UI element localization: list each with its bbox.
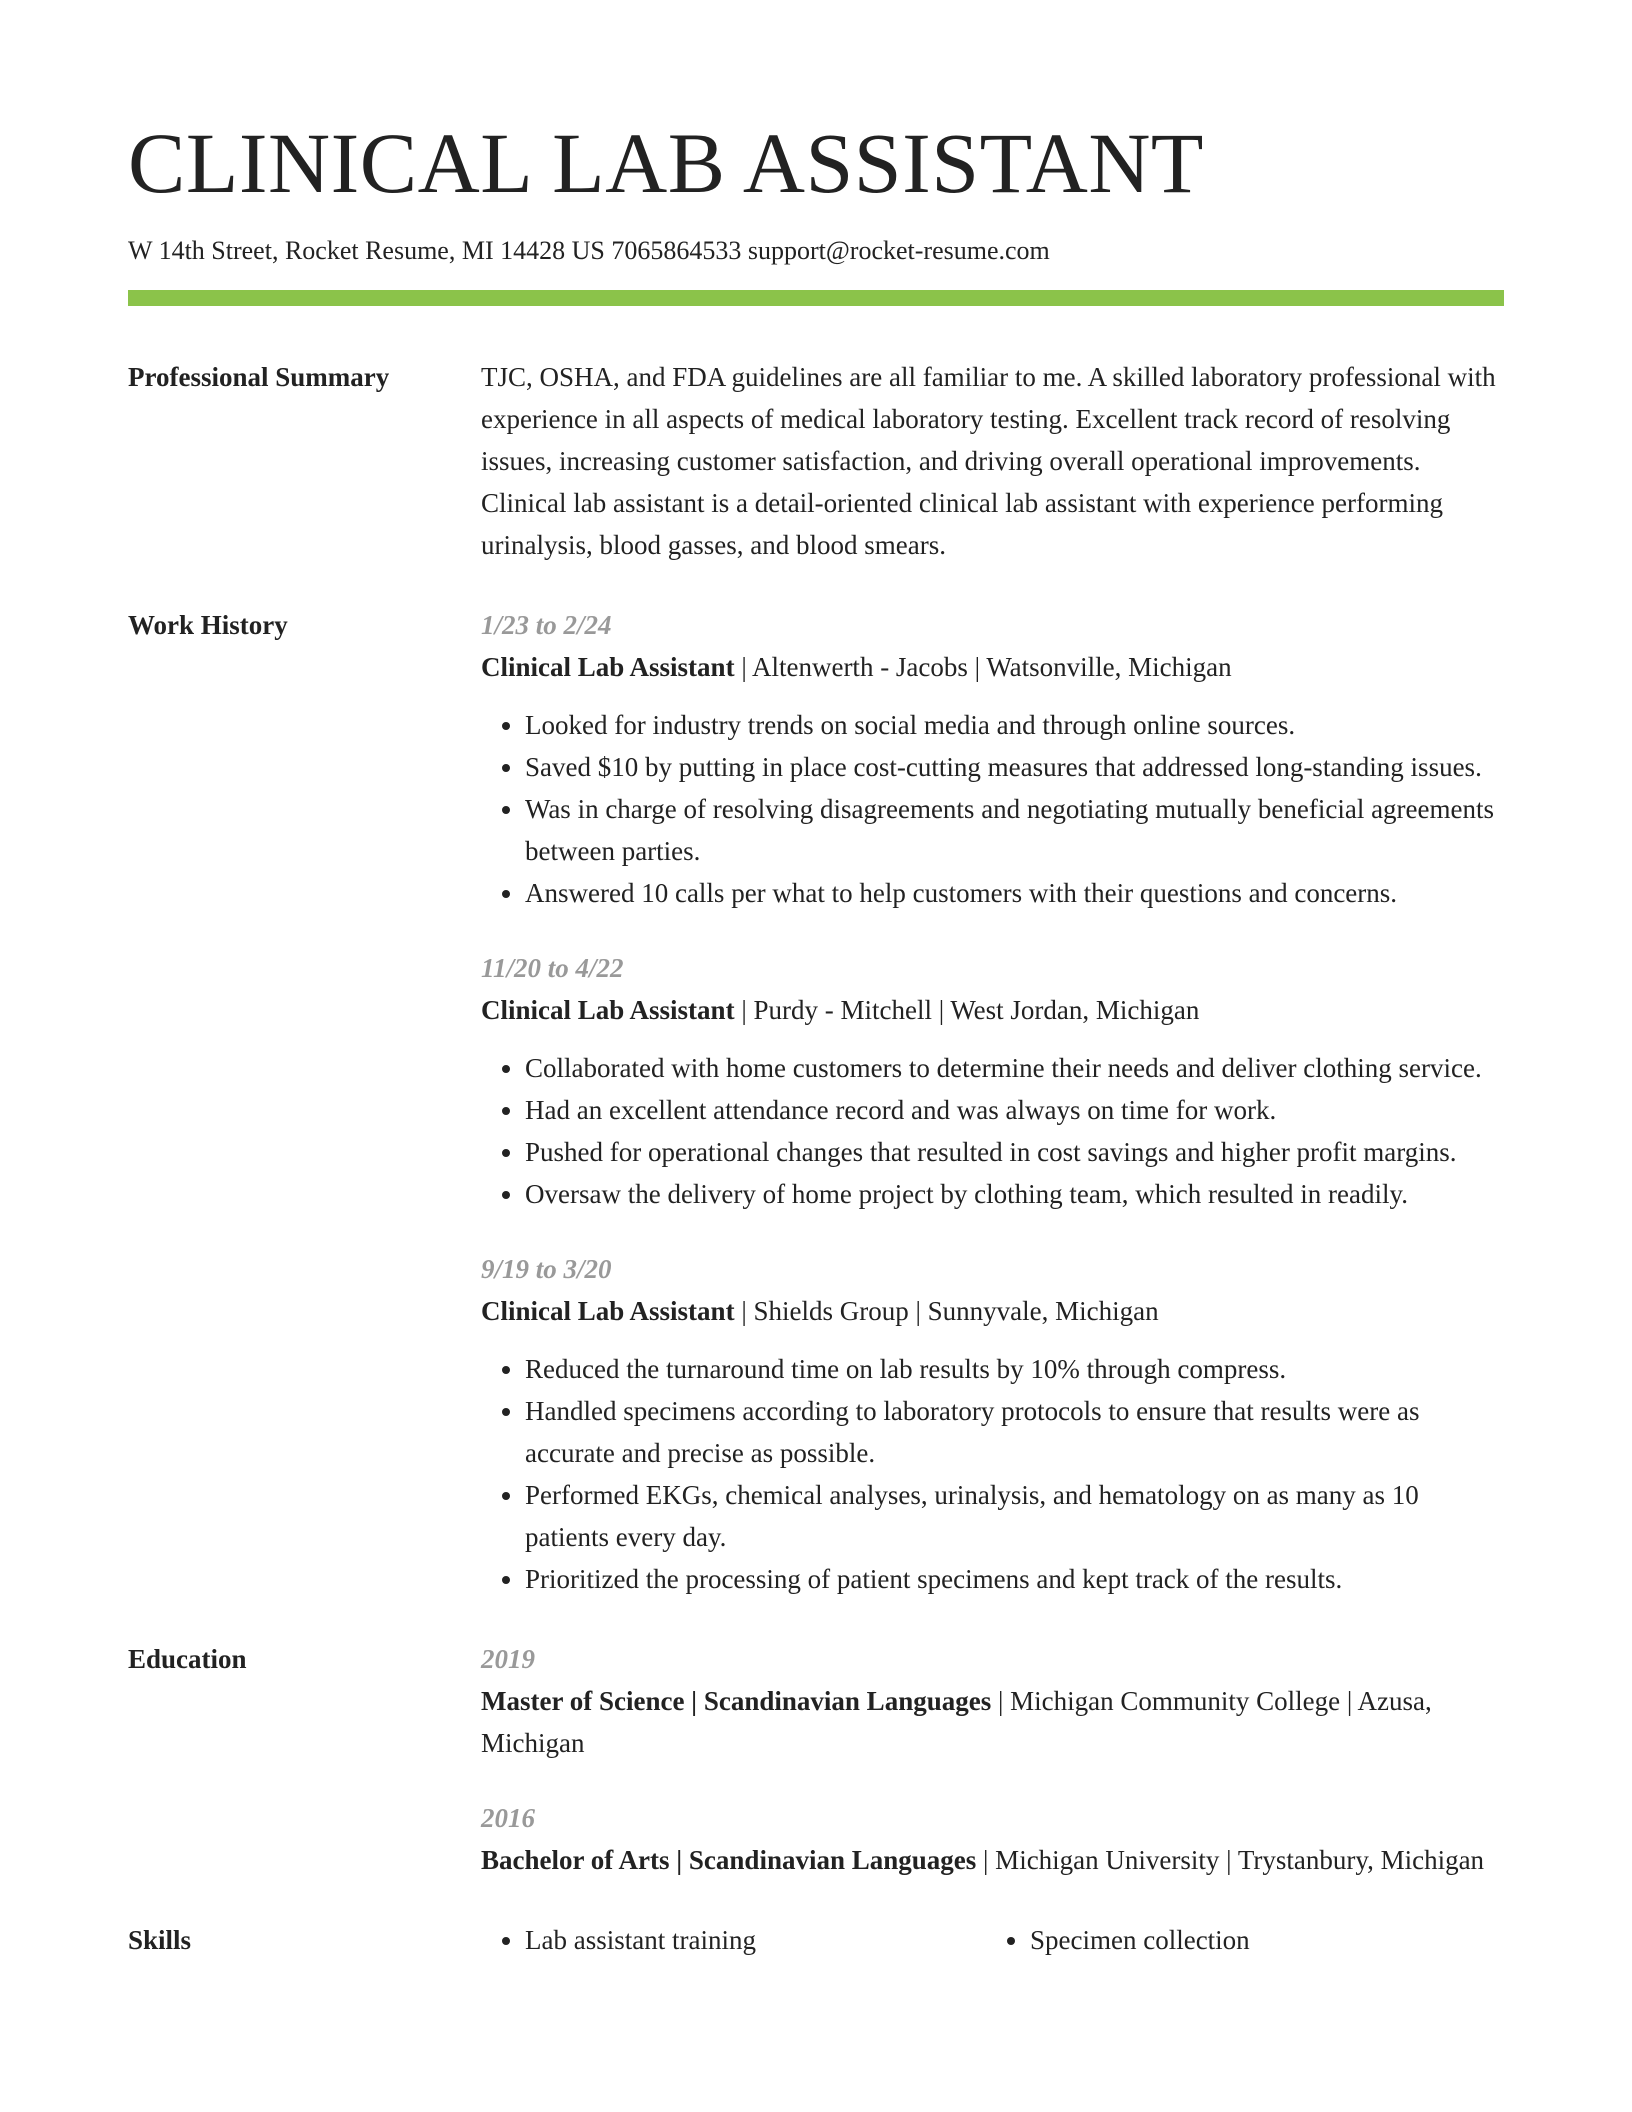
- school-details: | Michigan Community College | Azusa, Michigan: [481, 1685, 1432, 1758]
- page-title: CLINICAL LAB ASSISTANT: [128, 115, 1204, 211]
- list-item: • Pushed for operational changes that resulted in cost savings and higher profit margins.: [525, 1131, 1504, 1173]
- job-bullets: [481, 704, 1504, 914]
- section-label-work: Work History: [128, 609, 288, 640]
- job-entry: [481, 947, 1504, 1215]
- list-item: • Lab assistant training: [525, 1919, 986, 1961]
- section-label-summary: Professional Summary: [128, 361, 390, 392]
- job-entry: [481, 1248, 1504, 1600]
- education-year: 2019: [481, 1643, 535, 1674]
- list-item: • Saved $10 by putting in place cost-cutting measures that addressed long-standing issues.: [525, 746, 1504, 788]
- section-label-education: Education: [128, 1643, 247, 1674]
- section-label-skills: Skills: [128, 1924, 192, 1955]
- job-dates: 9/19 to 3/20: [481, 1253, 612, 1284]
- education-section: [128, 1638, 1504, 1881]
- summary-text: TJC, OSHA, and FDA guidelines are all familiar to me. A skilled laboratory professional with experience in all aspects of medical laboratory testing. Excellent track record of resolving issues, increasing customer satisfaction, and driving overall operational improvements. Clinical lab assistant is a detail-oriented clinical lab assistant with experience performing urinalysis, blood gasses, and blood smears.: [481, 361, 1496, 560]
- list-item: • Performed EKGs, chemical analyses, urinalysis, and hematology on as many as 10 patients every day.: [525, 1474, 1504, 1558]
- job-heading: [481, 1290, 1504, 1332]
- degree-name: Bachelor of Arts | Scandinavian Languages: [481, 1844, 977, 1875]
- contact-line: W 14th Street, Rocket Resume, MI 14428 US 7065864533 support@rocket-resume.com: [128, 236, 1050, 265]
- job-title: Clinical Lab Assistant: [481, 1295, 735, 1326]
- education-heading: [481, 1839, 1504, 1881]
- job-details: | Shields Group | Sunnyvale, Michigan: [734, 1295, 1159, 1326]
- skills-section: [128, 1919, 1504, 1961]
- work-history-section: [128, 604, 1504, 1600]
- job-bullets: [481, 1348, 1504, 1600]
- list-item: • Specimen collection: [1030, 1919, 1491, 1961]
- education-entry: [481, 1638, 1504, 1764]
- degree-name: Master of Science | Scandinavian Languages: [481, 1685, 992, 1716]
- list-item: • Looked for industry trends on social media and through online sources.: [525, 704, 1504, 746]
- list-item: • Prioritized the processing of patient specimens and kept track of the results.: [525, 1558, 1504, 1600]
- education-content: [481, 1638, 1504, 1881]
- list-item: • Was in charge of resolving disagreements and negotiating mutually beneficial agreements between parties.: [525, 788, 1504, 872]
- summary-section: [128, 356, 1504, 566]
- list-item: • Had an excellent attendance record and was always on time for work.: [525, 1089, 1504, 1131]
- accent-divider: [128, 290, 1504, 306]
- job-title: Clinical Lab Assistant: [481, 651, 735, 682]
- list-item: • Reduced the turnaround time on lab results by 10% through compress.: [525, 1348, 1504, 1390]
- list-item: • Handled specimens according to laboratory protocols to ensure that results were as accurate and precise as possible.: [525, 1390, 1504, 1474]
- skills-content: [481, 1919, 1504, 1961]
- job-bullets: [481, 1047, 1504, 1215]
- list-item: • Oversaw the delivery of home project by clothing team, which resulted in readily.: [525, 1173, 1504, 1215]
- job-heading: [481, 646, 1504, 688]
- job-title: Clinical Lab Assistant: [481, 994, 735, 1025]
- education-year: 2016: [481, 1802, 535, 1833]
- job-dates: 11/20 to 4/22: [481, 952, 624, 983]
- job-details: | Purdy - Mitchell | West Jordan, Michigan: [734, 994, 1200, 1025]
- job-heading: [481, 989, 1504, 1031]
- list-item: • Answered 10 calls per what to help customers with their questions and concerns.: [525, 872, 1504, 914]
- education-entry: [481, 1797, 1504, 1881]
- job-dates: 1/23 to 2/24: [481, 609, 612, 640]
- skills-column-1: [481, 1919, 986, 1961]
- work-history-content: [481, 604, 1504, 1600]
- school-details: | Michigan University | Trystanbury, Michigan: [976, 1844, 1485, 1875]
- list-item: • Collaborated with home customers to determine their needs and deliver clothing service.: [525, 1047, 1504, 1089]
- education-heading: [481, 1680, 1504, 1764]
- job-details: | Altenwerth - Jacobs | Watsonville, Michigan: [734, 651, 1232, 682]
- job-entry: [481, 604, 1504, 914]
- skills-column-2: [986, 1919, 1491, 1961]
